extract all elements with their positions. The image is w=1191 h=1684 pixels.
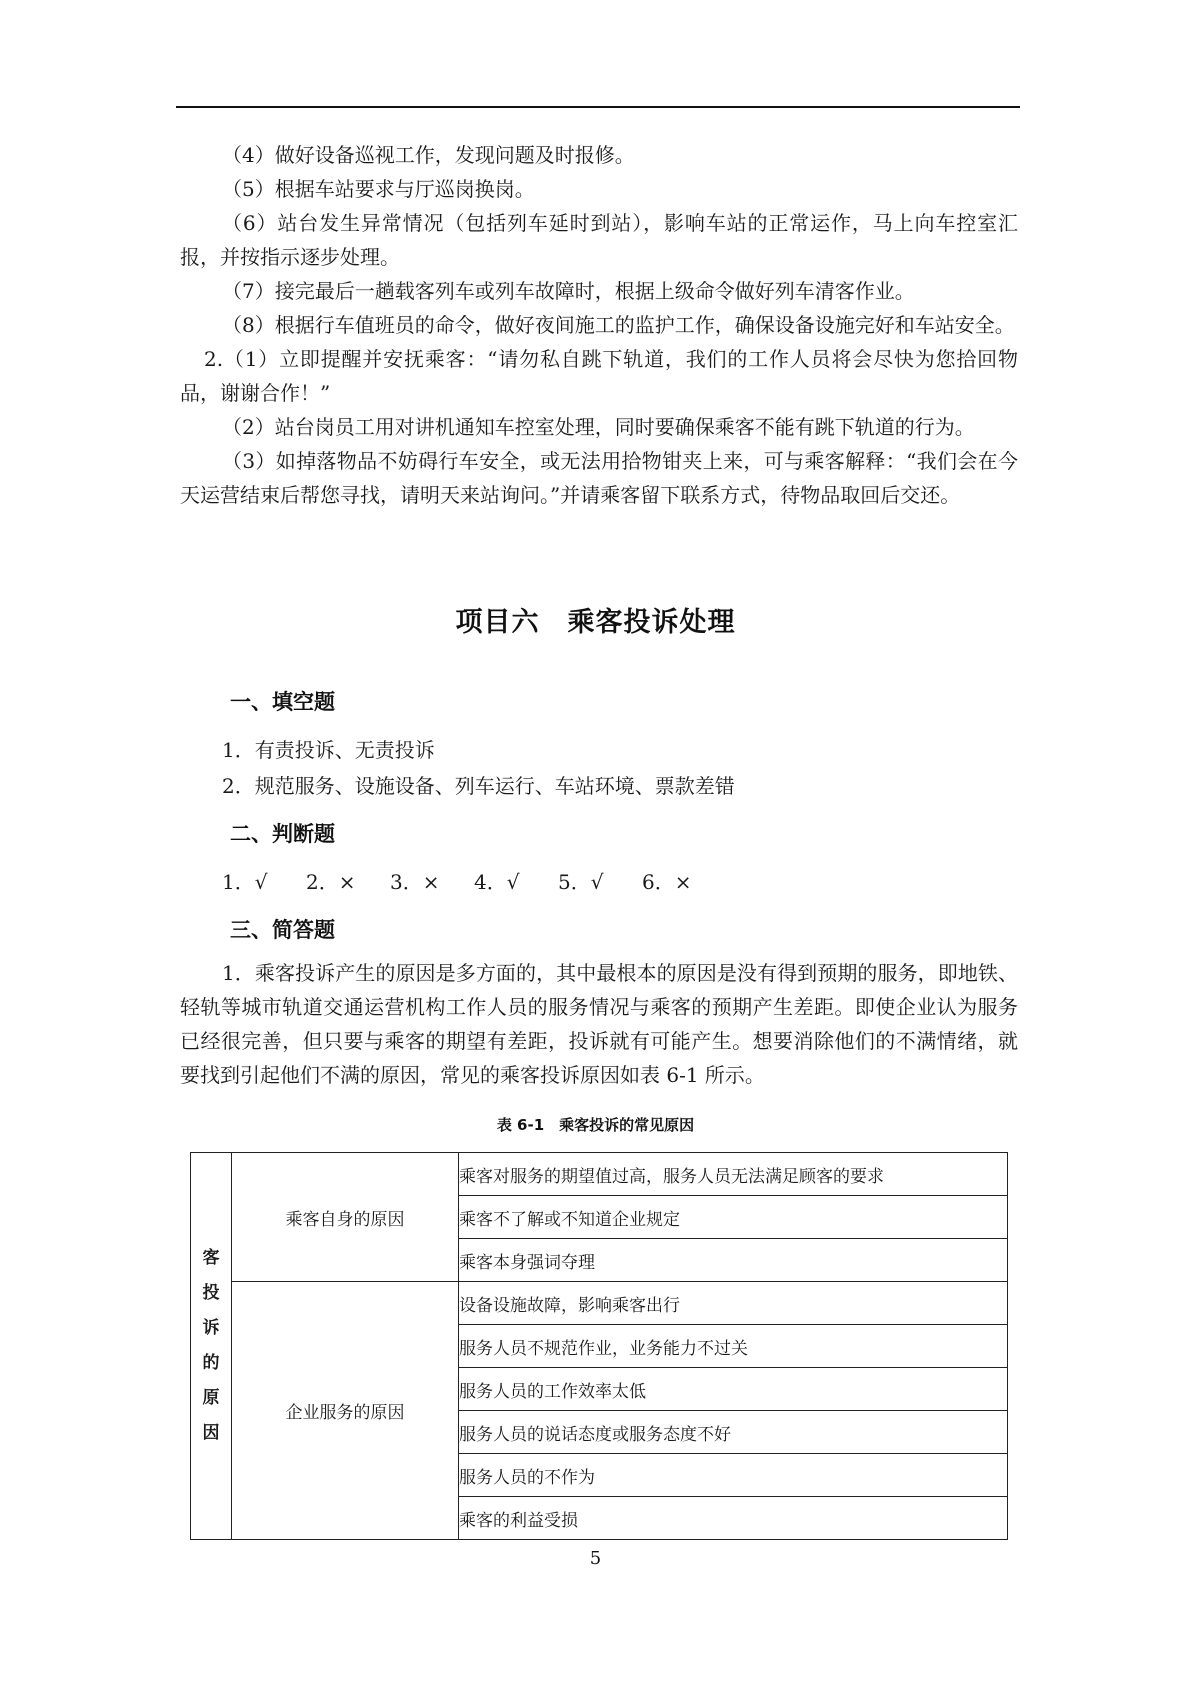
- row-header: [191, 1153, 232, 1540]
- tf-answer: 3．×: [390, 870, 440, 894]
- table-row: [191, 1282, 1008, 1325]
- row-header-char: 的: [202, 1353, 220, 1373]
- reason-cell: 乘客的利益受损: [459, 1497, 1008, 1540]
- true-false-answers: [222, 866, 726, 895]
- paragraph: （6）站台发生异常情况（包括列车延时到站），影响车站的正常运作，马上向车控室汇报，并按指示逐步处理。: [180, 211, 1018, 269]
- paragraph: 1．乘客投诉产生的原因是多方面的，其中最根本的原因是没有得到预期的服务，即地铁、轻轨等城市轨道交通运营机构工作人员的服务情况与乘客的预期产生差距。即使企业认为服务已经很完善，但只要与乘客的期望有差距，投诉就有可能产生。想要消除他们的不满情绪，就要找到引起他们不满的原因，常见的乘客投诉原因如表 6-1 所示。: [180, 961, 1018, 1087]
- row-header-char: 原: [202, 1388, 220, 1408]
- answer-paragraphs: [180, 138, 1018, 512]
- reason-cell: 乘客本身强词夺理: [459, 1239, 1008, 1282]
- table-row: [191, 1153, 1008, 1196]
- reason-cell: 乘客对服务的期望值过高，服务人员无法满足顾客的要求: [459, 1153, 1008, 1196]
- reason-cell: 设备设施故障，影响乘客出行: [459, 1282, 1008, 1325]
- reason-cell: 服务人员不规范作业，业务能力不过关: [459, 1325, 1008, 1368]
- page-number: 5: [589, 1548, 602, 1569]
- paragraph: （5）根据车站要求与厅巡岗换岗。: [222, 177, 535, 201]
- paragraph: （8）根据行车值班员的命令，做好夜间施工的监护工作，确保设备设施完好和车站安全。: [222, 313, 1015, 337]
- paragraph: （7）接完最后一趟载客列车或列车故障时，根据上级命令做好列车清客作业。: [222, 279, 915, 303]
- reason-cell: 服务人员的不作为: [459, 1454, 1008, 1497]
- reason-cell: 乘客不了解或不知道企业规定: [459, 1196, 1008, 1239]
- header-rule: [176, 106, 1020, 108]
- paragraph: 2.（1）立即提醒并安抚乘客：“请勿私自跳下轨道，我们的工作人员将会尽快为您拾回物品，谢谢合作！”: [180, 347, 1018, 405]
- fill-blank-heading: 一、填空题: [230, 690, 335, 714]
- true-false-heading: 二、判断题: [230, 822, 335, 846]
- reason-cell: 服务人员的工作效率太低: [459, 1368, 1008, 1411]
- fill-blank-item: 1．有责投诉、无责投诉: [222, 738, 435, 762]
- row-header-char: 因: [202, 1423, 220, 1443]
- reason-cell: 服务人员的说话态度或服务态度不好: [459, 1411, 1008, 1454]
- paragraph: （4）做好设备巡视工作，发现问题及时报修。: [222, 143, 635, 167]
- paragraph: （3）如掉落物品不妨碍行车安全，或无法用拾物钳夹上来，可与乘客解释：“我们会在今天运营结束后帮您寻找，请明天来站询问。”并请乘客留下联系方式，待物品取回后交还。: [180, 449, 1018, 507]
- group-label: 企业服务的原因: [232, 1282, 459, 1540]
- tf-answer: 2．×: [306, 870, 356, 894]
- short-answer-body: [180, 956, 1018, 1092]
- complaint-reasons-table: [190, 1152, 1008, 1540]
- fill-blank-item: 2．规范服务、设施设备、列车运行、车站环境、票款差错: [222, 774, 735, 798]
- row-header-char: 诉: [202, 1318, 220, 1338]
- tf-answer: 5．√: [558, 870, 604, 894]
- paragraph: （2）站台岗员工用对讲机通知车控室处理，同时要确保乘客不能有跳下轨道的行为。: [222, 415, 975, 439]
- short-answer-heading: 三、简答题: [230, 918, 335, 942]
- table-caption: 表 6-1 乘客投诉的常见原因: [496, 1116, 695, 1134]
- group-label: 乘客自身的原因: [232, 1153, 459, 1282]
- tf-answer: 4．√: [474, 870, 520, 894]
- section-title: 项目六 乘客投诉处理: [455, 607, 736, 638]
- tf-answer: 1．√: [222, 870, 268, 894]
- row-header-char: 客: [202, 1248, 220, 1268]
- row-header-char: 投: [202, 1283, 220, 1303]
- tf-answer: 6．×: [642, 870, 692, 894]
